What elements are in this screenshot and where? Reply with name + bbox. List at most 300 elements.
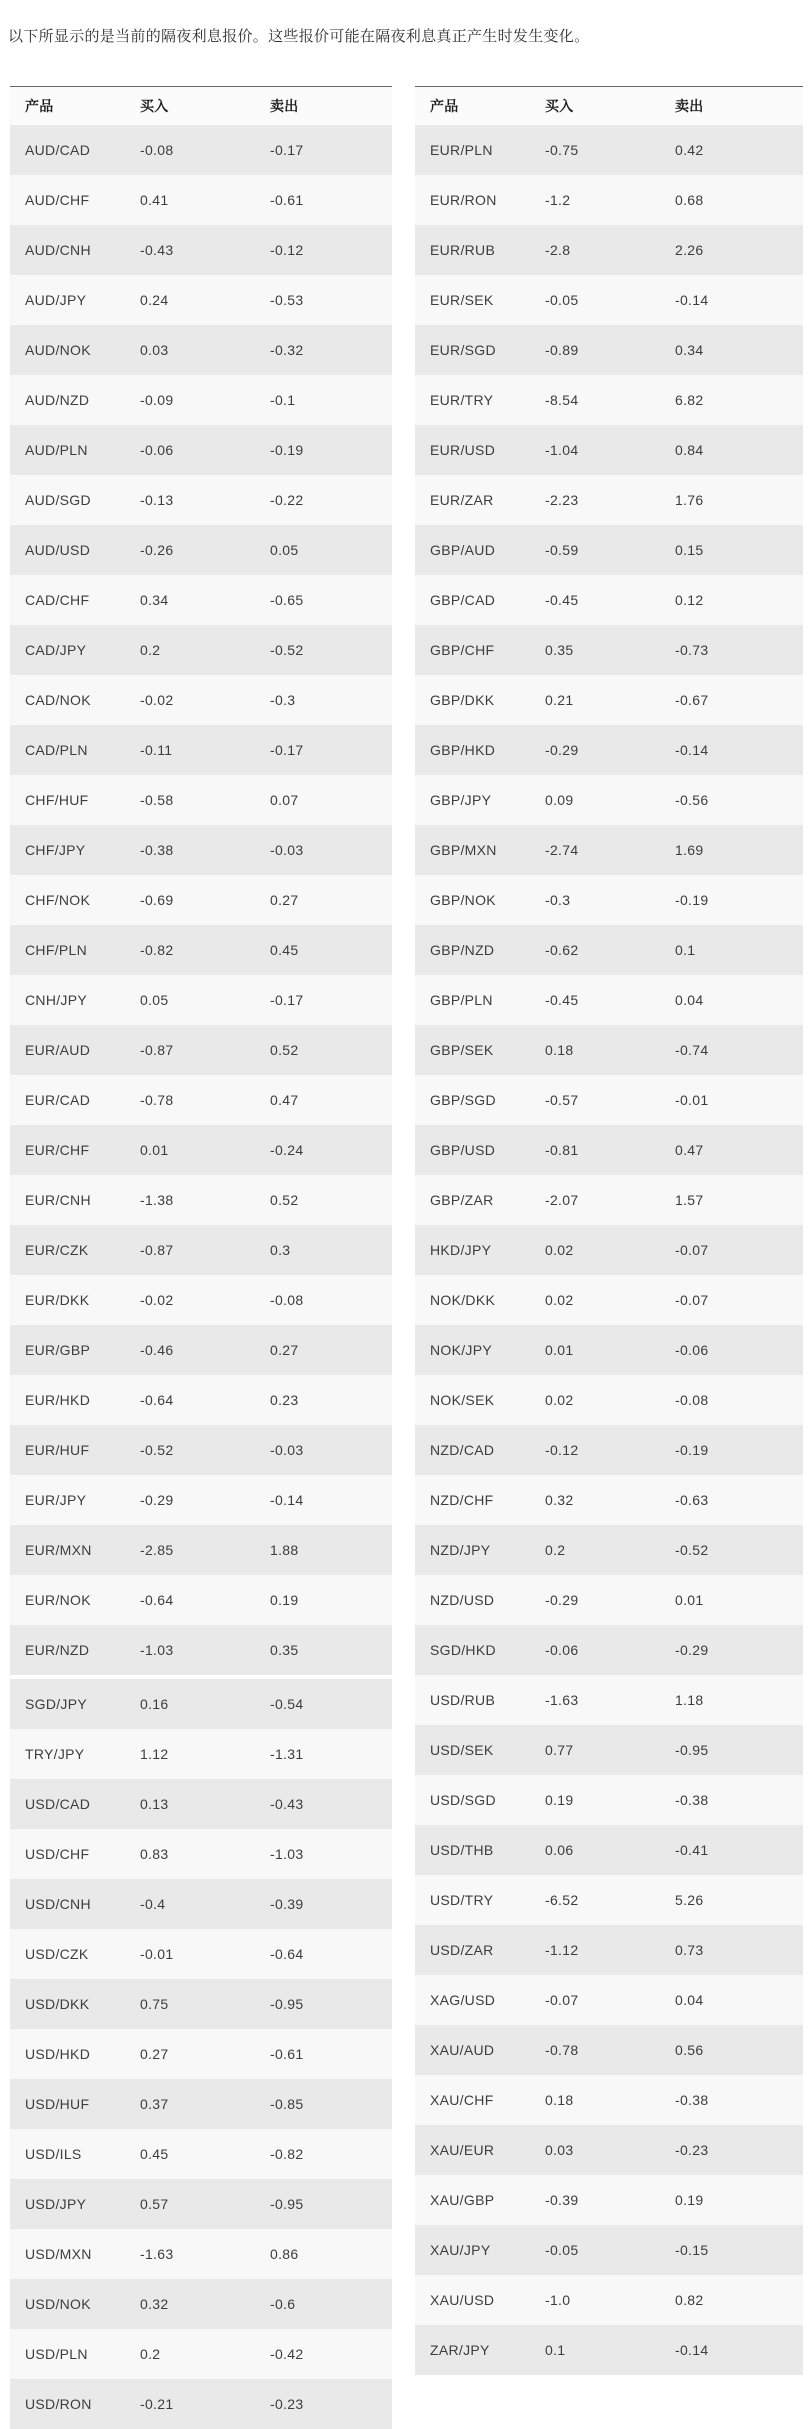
table-row (10, 1729, 392, 1779)
product-cell: GBP/AUD (430, 542, 496, 558)
buy-cell: -1.63 (545, 1692, 579, 1708)
product-cell: GBP/HKD (430, 742, 496, 758)
sell-cell: 0.1 (675, 942, 696, 958)
sell-cell: 0.01 (675, 1592, 704, 1608)
product-cell: CHF/PLN (25, 942, 87, 958)
product-cell: TRY/JPY (25, 1746, 85, 1762)
buy-cell: -0.64 (140, 1592, 174, 1608)
sell-cell: -0.6 (270, 2296, 296, 2312)
table-row (10, 925, 392, 975)
product-cell: EUR/RON (430, 192, 497, 208)
product-cell: NZD/JPY (430, 1542, 491, 1558)
buy-cell: 0.01 (140, 1142, 169, 1158)
product-cell: USD/TRY (430, 1892, 494, 1908)
sell-cell: 0.47 (270, 1092, 299, 1108)
buy-cell: -0.45 (545, 992, 579, 1008)
sell-cell: -0.53 (270, 292, 304, 308)
sell-cell: -0.17 (270, 992, 304, 1008)
buy-cell: -0.45 (545, 592, 579, 608)
table-row (415, 1025, 803, 1075)
product-cell: GBP/NOK (430, 892, 496, 908)
product-cell: USD/SEK (430, 1742, 494, 1758)
table-row (415, 1225, 803, 1275)
table-row (415, 1275, 803, 1325)
product-cell: CAD/CHF (25, 592, 90, 608)
overnight-funding-intro-text: 以下所显示的是当前的隔夜利息报价。这些报价可能在隔夜利息真正产生时发生变化。 (8, 28, 590, 45)
table-row (10, 325, 392, 375)
buy-cell: -1.0 (545, 2292, 571, 2308)
product-cell: EUR/MXN (25, 1542, 92, 1558)
table-row (10, 725, 392, 775)
buy-cell: -2.85 (140, 1542, 174, 1558)
table-row (415, 225, 803, 275)
sell-cell: -0.08 (270, 1292, 304, 1308)
buy-cell: 0.24 (140, 292, 169, 308)
sell-cell: -0.19 (270, 442, 304, 458)
table-row (10, 1525, 392, 1575)
buy-cell: -0.21 (140, 2396, 174, 2412)
product-cell: CHF/JPY (25, 842, 86, 858)
buy-cell: 0.18 (545, 2092, 574, 2108)
table-row (415, 275, 803, 325)
buy-cell: 0.83 (140, 1846, 169, 1862)
sell-cell: -0.32 (270, 342, 304, 358)
table-row (10, 2279, 392, 2329)
buy-cell: 0.02 (545, 1392, 574, 1408)
buy-cell: -0.07 (545, 1992, 579, 2008)
table-row (10, 1929, 392, 1979)
buy-cell: 0.45 (140, 2146, 169, 2162)
product-cell: AUD/SGD (25, 492, 91, 508)
table-row (10, 625, 392, 675)
table-row (10, 225, 392, 275)
sell-cell: -0.52 (270, 642, 304, 658)
sell-cell: 0.07 (270, 792, 299, 808)
buy-cell: 0.35 (545, 642, 574, 658)
table-row (10, 1425, 392, 1475)
sell-cell: -0.56 (675, 792, 709, 808)
sell-cell: -0.39 (270, 1896, 304, 1912)
buy-cell: 0.27 (140, 2046, 169, 2062)
buy-cell: -2.8 (545, 242, 571, 258)
buy-cell: 0.13 (140, 1796, 169, 1812)
product-cell: USD/ILS (25, 2146, 82, 2162)
product-cell: USD/SGD (430, 1792, 496, 1808)
product-cell: XAU/JPY (430, 2242, 491, 2258)
product-cell: GBP/CAD (430, 592, 496, 608)
buy-cell: 0.57 (140, 2196, 169, 2212)
table-row (415, 1475, 803, 1525)
table-row (415, 1975, 803, 2025)
table-row (415, 425, 803, 475)
table-row (415, 2225, 803, 2275)
table-row (10, 2229, 392, 2279)
table-row (10, 2079, 392, 2129)
overnight-funding-table-left (10, 86, 392, 2429)
sell-cell: 0.19 (675, 2192, 704, 2208)
table-row (415, 825, 803, 875)
buy-cell: 0.32 (545, 1492, 574, 1508)
buy-cell: -0.64 (140, 1392, 174, 1408)
table-header-row (415, 87, 803, 125)
table-row (10, 1979, 392, 2029)
product-cell: USD/THB (430, 1842, 494, 1858)
buy-cell: 1.12 (140, 1746, 169, 1762)
product-cell: EUR/ZAR (430, 492, 494, 508)
table-row (10, 175, 392, 225)
product-cell: USD/ZAR (430, 1942, 494, 1958)
buy-cell: 0.02 (545, 1292, 574, 1308)
sell-cell: -0.14 (675, 292, 709, 308)
product-cell: USD/RUB (430, 1692, 496, 1708)
table-row (415, 725, 803, 775)
product-cell: NOK/DKK (430, 1292, 496, 1308)
sell-cell: 6.82 (675, 392, 704, 408)
sell-cell: -0.22 (270, 492, 304, 508)
buy-cell: -0.82 (140, 942, 174, 958)
product-cell: AUD/NOK (25, 342, 91, 358)
buy-cell: -0.05 (545, 2242, 579, 2258)
buy-cell: 0.09 (545, 792, 574, 808)
sell-cell: -0.41 (675, 1842, 709, 1858)
table-row (415, 525, 803, 575)
table-row (10, 1025, 392, 1075)
sell-cell: 0.23 (270, 1392, 299, 1408)
buy-cell: -1.63 (140, 2246, 174, 2262)
buy-cell: 0.2 (545, 1542, 566, 1558)
buy-cell: -0.29 (545, 1592, 579, 1608)
table-row (415, 2125, 803, 2175)
product-cell: XAU/EUR (430, 2142, 495, 2158)
table-row (10, 475, 392, 525)
buy-cell: -0.81 (545, 1142, 579, 1158)
sell-cell: -0.06 (675, 1342, 709, 1358)
table-row (415, 125, 803, 175)
buy-cell: 0.41 (140, 192, 169, 208)
product-cell: GBP/SGD (430, 1092, 496, 1108)
sell-cell: 0.73 (675, 1942, 704, 1958)
sell-cell: -0.01 (675, 1092, 709, 1108)
buy-cell: -0.12 (545, 1442, 579, 1458)
table-row (415, 1125, 803, 1175)
table-row (10, 1275, 392, 1325)
sell-cell: -0.67 (675, 692, 709, 708)
overnight-funding-table-right (415, 86, 803, 2375)
sell-cell: -0.1 (270, 392, 296, 408)
buy-cell: -0.52 (140, 1442, 174, 1458)
product-cell: SGD/JPY (25, 1696, 88, 1712)
sell-cell: -0.23 (675, 2142, 709, 2158)
table-row (10, 425, 392, 475)
table-row (10, 1475, 392, 1525)
buy-cell: -0.06 (545, 1642, 579, 1658)
table-row (415, 1325, 803, 1375)
buy-cell: 0.21 (545, 692, 574, 708)
buy-cell: 0.06 (545, 1842, 574, 1858)
product-cell: GBP/JPY (430, 792, 492, 808)
sell-cell: -0.07 (675, 1292, 709, 1308)
table-row (415, 875, 803, 925)
buy-cell: -1.12 (545, 1942, 579, 1958)
sell-cell: 0.56 (675, 2042, 704, 2058)
buy-cell: -0.39 (545, 2192, 579, 2208)
sell-cell: -0.14 (675, 742, 709, 758)
buy-cell: -0.58 (140, 792, 174, 808)
buy-cell: 0.18 (545, 1042, 574, 1058)
sell-cell: -0.38 (675, 2092, 709, 2108)
table-row (415, 2175, 803, 2225)
buy-cell: -0.02 (140, 692, 174, 708)
sell-cell: 0.86 (270, 2246, 299, 2262)
product-cell: AUD/CNH (25, 242, 91, 258)
table-row (415, 975, 803, 1025)
sell-cell: -0.73 (675, 642, 709, 658)
table-row (10, 975, 392, 1025)
product-cell: EUR/JPY (25, 1492, 87, 1508)
buy-column-header: 买入 (140, 98, 169, 114)
table-row (10, 775, 392, 825)
product-column-header: 产品 (25, 98, 54, 114)
table-row (415, 1075, 803, 1125)
table-row (10, 825, 392, 875)
buy-cell: -0.89 (545, 342, 579, 358)
product-cell: USD/HKD (25, 2046, 91, 2062)
sell-cell: 0.05 (270, 542, 299, 558)
sell-cell: -0.14 (675, 2342, 709, 2358)
table-row (415, 1525, 803, 1575)
sell-cell: 0.12 (675, 592, 704, 608)
buy-cell: -0.59 (545, 542, 579, 558)
product-cell: GBP/NZD (430, 942, 495, 958)
row-group (415, 125, 803, 2375)
buy-cell: -0.87 (140, 1242, 174, 1258)
table-row (415, 325, 803, 375)
table-row (415, 475, 803, 525)
sell-cell: -0.3 (270, 692, 296, 708)
sell-cell: 2.26 (675, 242, 704, 258)
sell-cell: -0.74 (675, 1042, 709, 1058)
sell-cell: -0.14 (270, 1492, 304, 1508)
buy-cell: 0.16 (140, 1696, 169, 1712)
product-cell: NZD/CAD (430, 1442, 495, 1458)
product-cell: CHF/NOK (25, 892, 91, 908)
table-row (10, 525, 392, 575)
sell-cell: 1.69 (675, 842, 704, 858)
product-cell: AUD/CAD (25, 142, 91, 158)
product-cell: GBP/MXN (430, 842, 497, 858)
sell-cell: -0.54 (270, 1696, 304, 1712)
product-cell: XAU/AUD (430, 2042, 495, 2058)
buy-cell: -1.38 (140, 1192, 174, 1208)
buy-cell: -1.04 (545, 442, 579, 458)
buy-cell: -0.13 (140, 492, 174, 508)
sell-cell: -0.24 (270, 1142, 304, 1158)
sell-cell: -0.38 (675, 1792, 709, 1808)
product-cell: EUR/RUB (430, 242, 496, 258)
product-cell: CAD/JPY (25, 642, 87, 658)
product-cell: EUR/CAD (25, 1092, 91, 1108)
table-row (415, 1175, 803, 1225)
product-cell: HKD/JPY (430, 1242, 492, 1258)
table-row (415, 1625, 803, 1675)
sell-cell: 0.84 (675, 442, 704, 458)
sell-cell: -0.19 (675, 892, 709, 908)
buy-cell: -0.29 (545, 742, 579, 758)
buy-cell: -0.78 (545, 2042, 579, 2058)
product-column-header: 产品 (430, 98, 459, 114)
product-cell: ZAR/JPY (430, 2342, 490, 2358)
buy-cell: -0.08 (140, 142, 174, 158)
table-row (415, 675, 803, 725)
sell-cell: 1.88 (270, 1542, 299, 1558)
table-row (10, 1175, 392, 1225)
sell-cell: -0.65 (270, 592, 304, 608)
table-row (415, 2025, 803, 2075)
sell-cell: -0.61 (270, 192, 304, 208)
product-cell: NOK/SEK (430, 1392, 495, 1408)
product-cell: USD/CHF (25, 1846, 90, 1862)
sell-cell: 5.26 (675, 1892, 704, 1908)
buy-cell: -0.38 (140, 842, 174, 858)
sell-cell: -1.03 (270, 1846, 304, 1862)
table-row (415, 575, 803, 625)
product-cell: EUR/CNH (25, 1192, 91, 1208)
sell-cell: 0.82 (675, 2292, 704, 2308)
product-cell: GBP/USD (430, 1142, 496, 1158)
product-cell: USD/NOK (25, 2296, 91, 2312)
product-cell: XAU/CHF (430, 2092, 494, 2108)
sell-cell: 0.3 (270, 1242, 291, 1258)
table-row (415, 2075, 803, 2125)
product-cell: XAU/GBP (430, 2192, 495, 2208)
sell-column-header: 卖出 (270, 98, 299, 114)
buy-cell: -0.11 (140, 742, 173, 758)
buy-cell: -8.54 (545, 392, 579, 408)
product-cell: USD/CAD (25, 1796, 91, 1812)
product-cell: EUR/USD (430, 442, 496, 458)
buy-cell: -0.02 (140, 1292, 174, 1308)
table-row (415, 1575, 803, 1625)
sell-cell: -0.82 (270, 2146, 304, 2162)
table-row (10, 1879, 392, 1929)
buy-cell: -0.09 (140, 392, 174, 408)
table-row (415, 1425, 803, 1475)
table-row (10, 2129, 392, 2179)
table-row (10, 125, 392, 175)
buy-cell: 0.2 (140, 2346, 161, 2362)
table-row (415, 2275, 803, 2325)
buy-cell: -0.05 (545, 292, 579, 308)
sell-cell: 0.42 (675, 142, 704, 158)
sell-cell: 0.45 (270, 942, 299, 958)
sell-column-header: 卖出 (675, 98, 704, 114)
buy-cell: 0.01 (545, 1342, 574, 1358)
sell-cell: 0.04 (675, 1992, 704, 2008)
product-cell: EUR/NZD (25, 1642, 90, 1658)
table-row (10, 2329, 392, 2379)
product-cell: CNH/JPY (25, 992, 87, 1008)
product-cell: NZD/USD (430, 1592, 495, 1608)
sell-cell: 0.68 (675, 192, 704, 208)
buy-cell: -1.2 (545, 192, 571, 208)
table-row (10, 2029, 392, 2079)
sell-cell: -0.08 (675, 1392, 709, 1408)
table-row (10, 1829, 392, 1879)
sell-cell: -0.03 (270, 1442, 304, 1458)
table-row (415, 1675, 803, 1725)
sell-cell: -0.52 (675, 1542, 709, 1558)
table-row (415, 175, 803, 225)
sell-cell: 0.27 (270, 1342, 299, 1358)
sell-cell: 0.35 (270, 1642, 299, 1658)
buy-cell: -0.29 (140, 1492, 174, 1508)
buy-cell: -0.75 (545, 142, 579, 158)
sell-cell: 1.76 (675, 492, 704, 508)
product-cell: USD/CZK (25, 1946, 89, 1962)
buy-cell: 0.32 (140, 2296, 169, 2312)
table-row (10, 1225, 392, 1275)
product-cell: XAU/USD (430, 2292, 495, 2308)
buy-cell: -0.69 (140, 892, 174, 908)
product-cell: EUR/PLN (430, 142, 493, 158)
product-cell: EUR/HKD (25, 1392, 91, 1408)
table-row (10, 1375, 392, 1425)
row-group (10, 1679, 392, 2429)
table-header-row (10, 87, 392, 125)
buy-cell: -0.87 (140, 1042, 174, 1058)
product-cell: CAD/PLN (25, 742, 88, 758)
table-row (10, 1625, 392, 1675)
table-row (10, 275, 392, 325)
table-row (415, 1825, 803, 1875)
table-row (10, 1779, 392, 1829)
product-cell: SGD/HKD (430, 1642, 496, 1658)
sell-cell: -0.85 (270, 2096, 304, 2112)
sell-cell: 0.04 (675, 992, 704, 1008)
buy-cell: -2.07 (545, 1192, 579, 1208)
buy-cell: -0.43 (140, 242, 174, 258)
product-cell: EUR/AUD (25, 1042, 91, 1058)
product-cell: USD/MXN (25, 2246, 92, 2262)
product-cell: NOK/JPY (430, 1342, 493, 1358)
product-cell: EUR/SEK (430, 292, 494, 308)
table-row (10, 675, 392, 725)
buy-cell: -0.26 (140, 542, 174, 558)
table-row (415, 1775, 803, 1825)
table-row (10, 1325, 392, 1375)
table-row (10, 1575, 392, 1625)
sell-cell: -0.43 (270, 1796, 304, 1812)
product-cell: GBP/ZAR (430, 1192, 494, 1208)
buy-column-header: 买入 (545, 98, 574, 114)
sell-cell: -0.95 (675, 1742, 709, 1758)
buy-cell: 0.37 (140, 2096, 169, 2112)
sell-cell: -0.15 (675, 2242, 709, 2258)
buy-cell: -1.03 (140, 1642, 174, 1658)
product-cell: EUR/HUF (25, 1442, 90, 1458)
buy-cell: -2.23 (545, 492, 579, 508)
product-cell: EUR/DKK (25, 1292, 90, 1308)
sell-cell: -0.17 (270, 142, 304, 158)
sell-cell: 0.19 (270, 1592, 299, 1608)
table-row (10, 375, 392, 425)
sell-cell: -0.23 (270, 2396, 304, 2412)
product-cell: USD/RON (25, 2396, 92, 2412)
buy-cell: 0.34 (140, 592, 169, 608)
buy-cell: 0.19 (545, 1792, 574, 1808)
buy-cell: -2.74 (545, 842, 579, 858)
sell-cell: -0.17 (270, 742, 304, 758)
